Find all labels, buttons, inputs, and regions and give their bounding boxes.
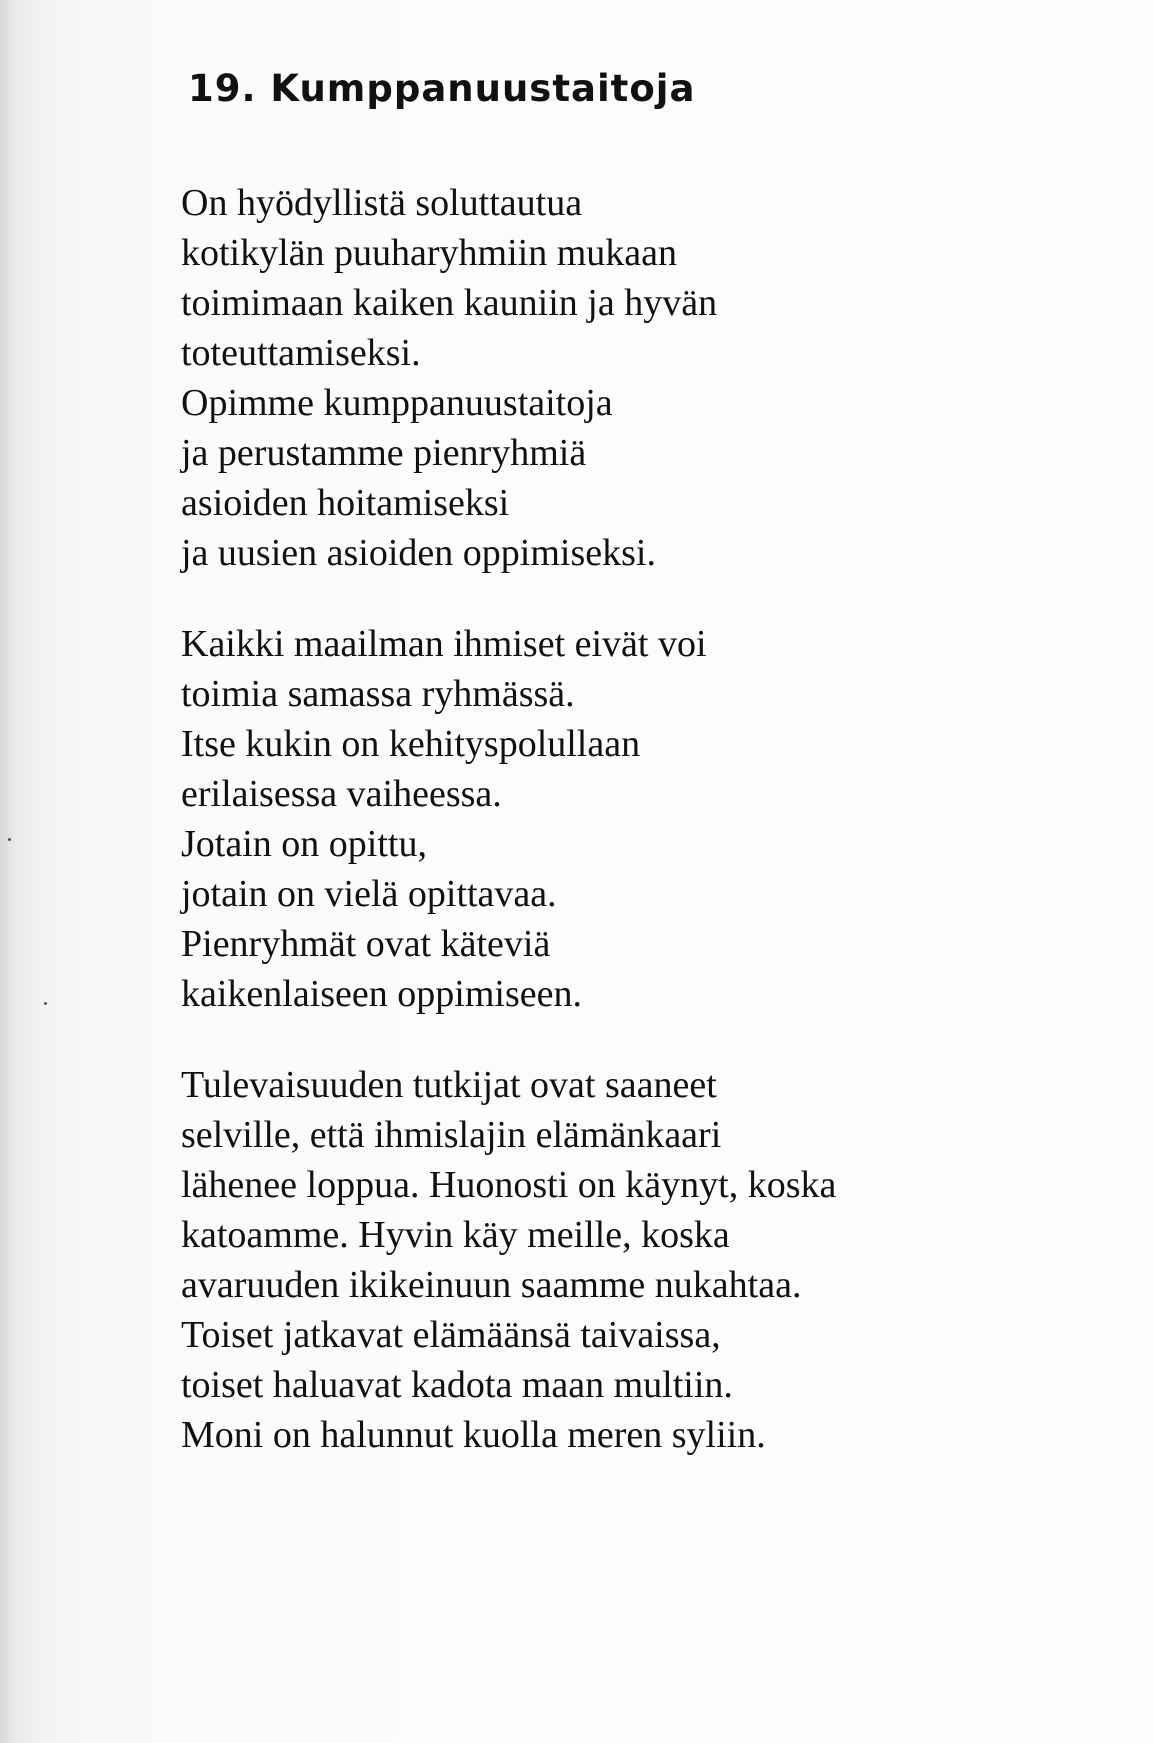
poem-line: Moni on halunnut kuolla meren syliin. [181, 1414, 766, 1456]
poem-body [181, 178, 1081, 1460]
margin-speck [44, 1002, 47, 1005]
poem-line: Opimme kumppanuustaitoja [181, 382, 613, 424]
poem-line: kotikylän puuharyhmiin mukaan [181, 232, 678, 274]
margin-speck [8, 838, 11, 841]
poem-line: ja uusien asioiden oppimiseksi. [181, 532, 656, 574]
poem-line: ja perustamme pienryhmiä [181, 432, 587, 474]
poem-line: lähenee loppua. Huonosti on käynyt, koska [181, 1164, 837, 1206]
stanza-3 [181, 1060, 1081, 1460]
poem-line: On hyödyllistä soluttautua [181, 182, 583, 224]
stanza-1 [181, 178, 1081, 578]
stanza-2 [181, 619, 1081, 1019]
poem-line: jotain on vielä opittavaa. [181, 873, 557, 915]
poem-line: toteuttamiseksi. [181, 332, 421, 374]
poem-line: toimia samassa ryhmässä. [181, 673, 575, 715]
poem-line: Pienryhmät ovat käteviä [181, 923, 551, 965]
poem-line: Tulevaisuuden tutkijat ovat saaneet [181, 1064, 717, 1106]
poem-line: Kaikki maailman ihmiset eivät voi [181, 623, 707, 665]
poem-line: toimimaan kaiken kauniin ja hyvän [181, 282, 718, 324]
poem-line: Itse kukin on kehityspolullaan [181, 723, 641, 765]
poem-line: kaikenlaiseen oppimiseen. [181, 973, 582, 1015]
poem-line: asioiden hoitamiseksi [181, 482, 510, 524]
poem-line: toiset haluavat kadota maan multiin. [181, 1364, 733, 1406]
poem-line: avaruuden ikikeinuun saamme nukahtaa. [181, 1264, 802, 1306]
poem-line: Jotain on opittu, [181, 823, 427, 865]
chapter-title: 19. Kumppanuustaitoja [188, 67, 696, 110]
poem-line: erilaisessa vaiheessa. [181, 773, 502, 815]
poem-line: selville, että ihmislajin elämänkaari [181, 1114, 722, 1156]
poem-line: katoamme. Hyvin käy meille, koska [181, 1214, 730, 1256]
poem-line: Toiset jatkavat elämäänsä taivaissa, [181, 1314, 721, 1356]
